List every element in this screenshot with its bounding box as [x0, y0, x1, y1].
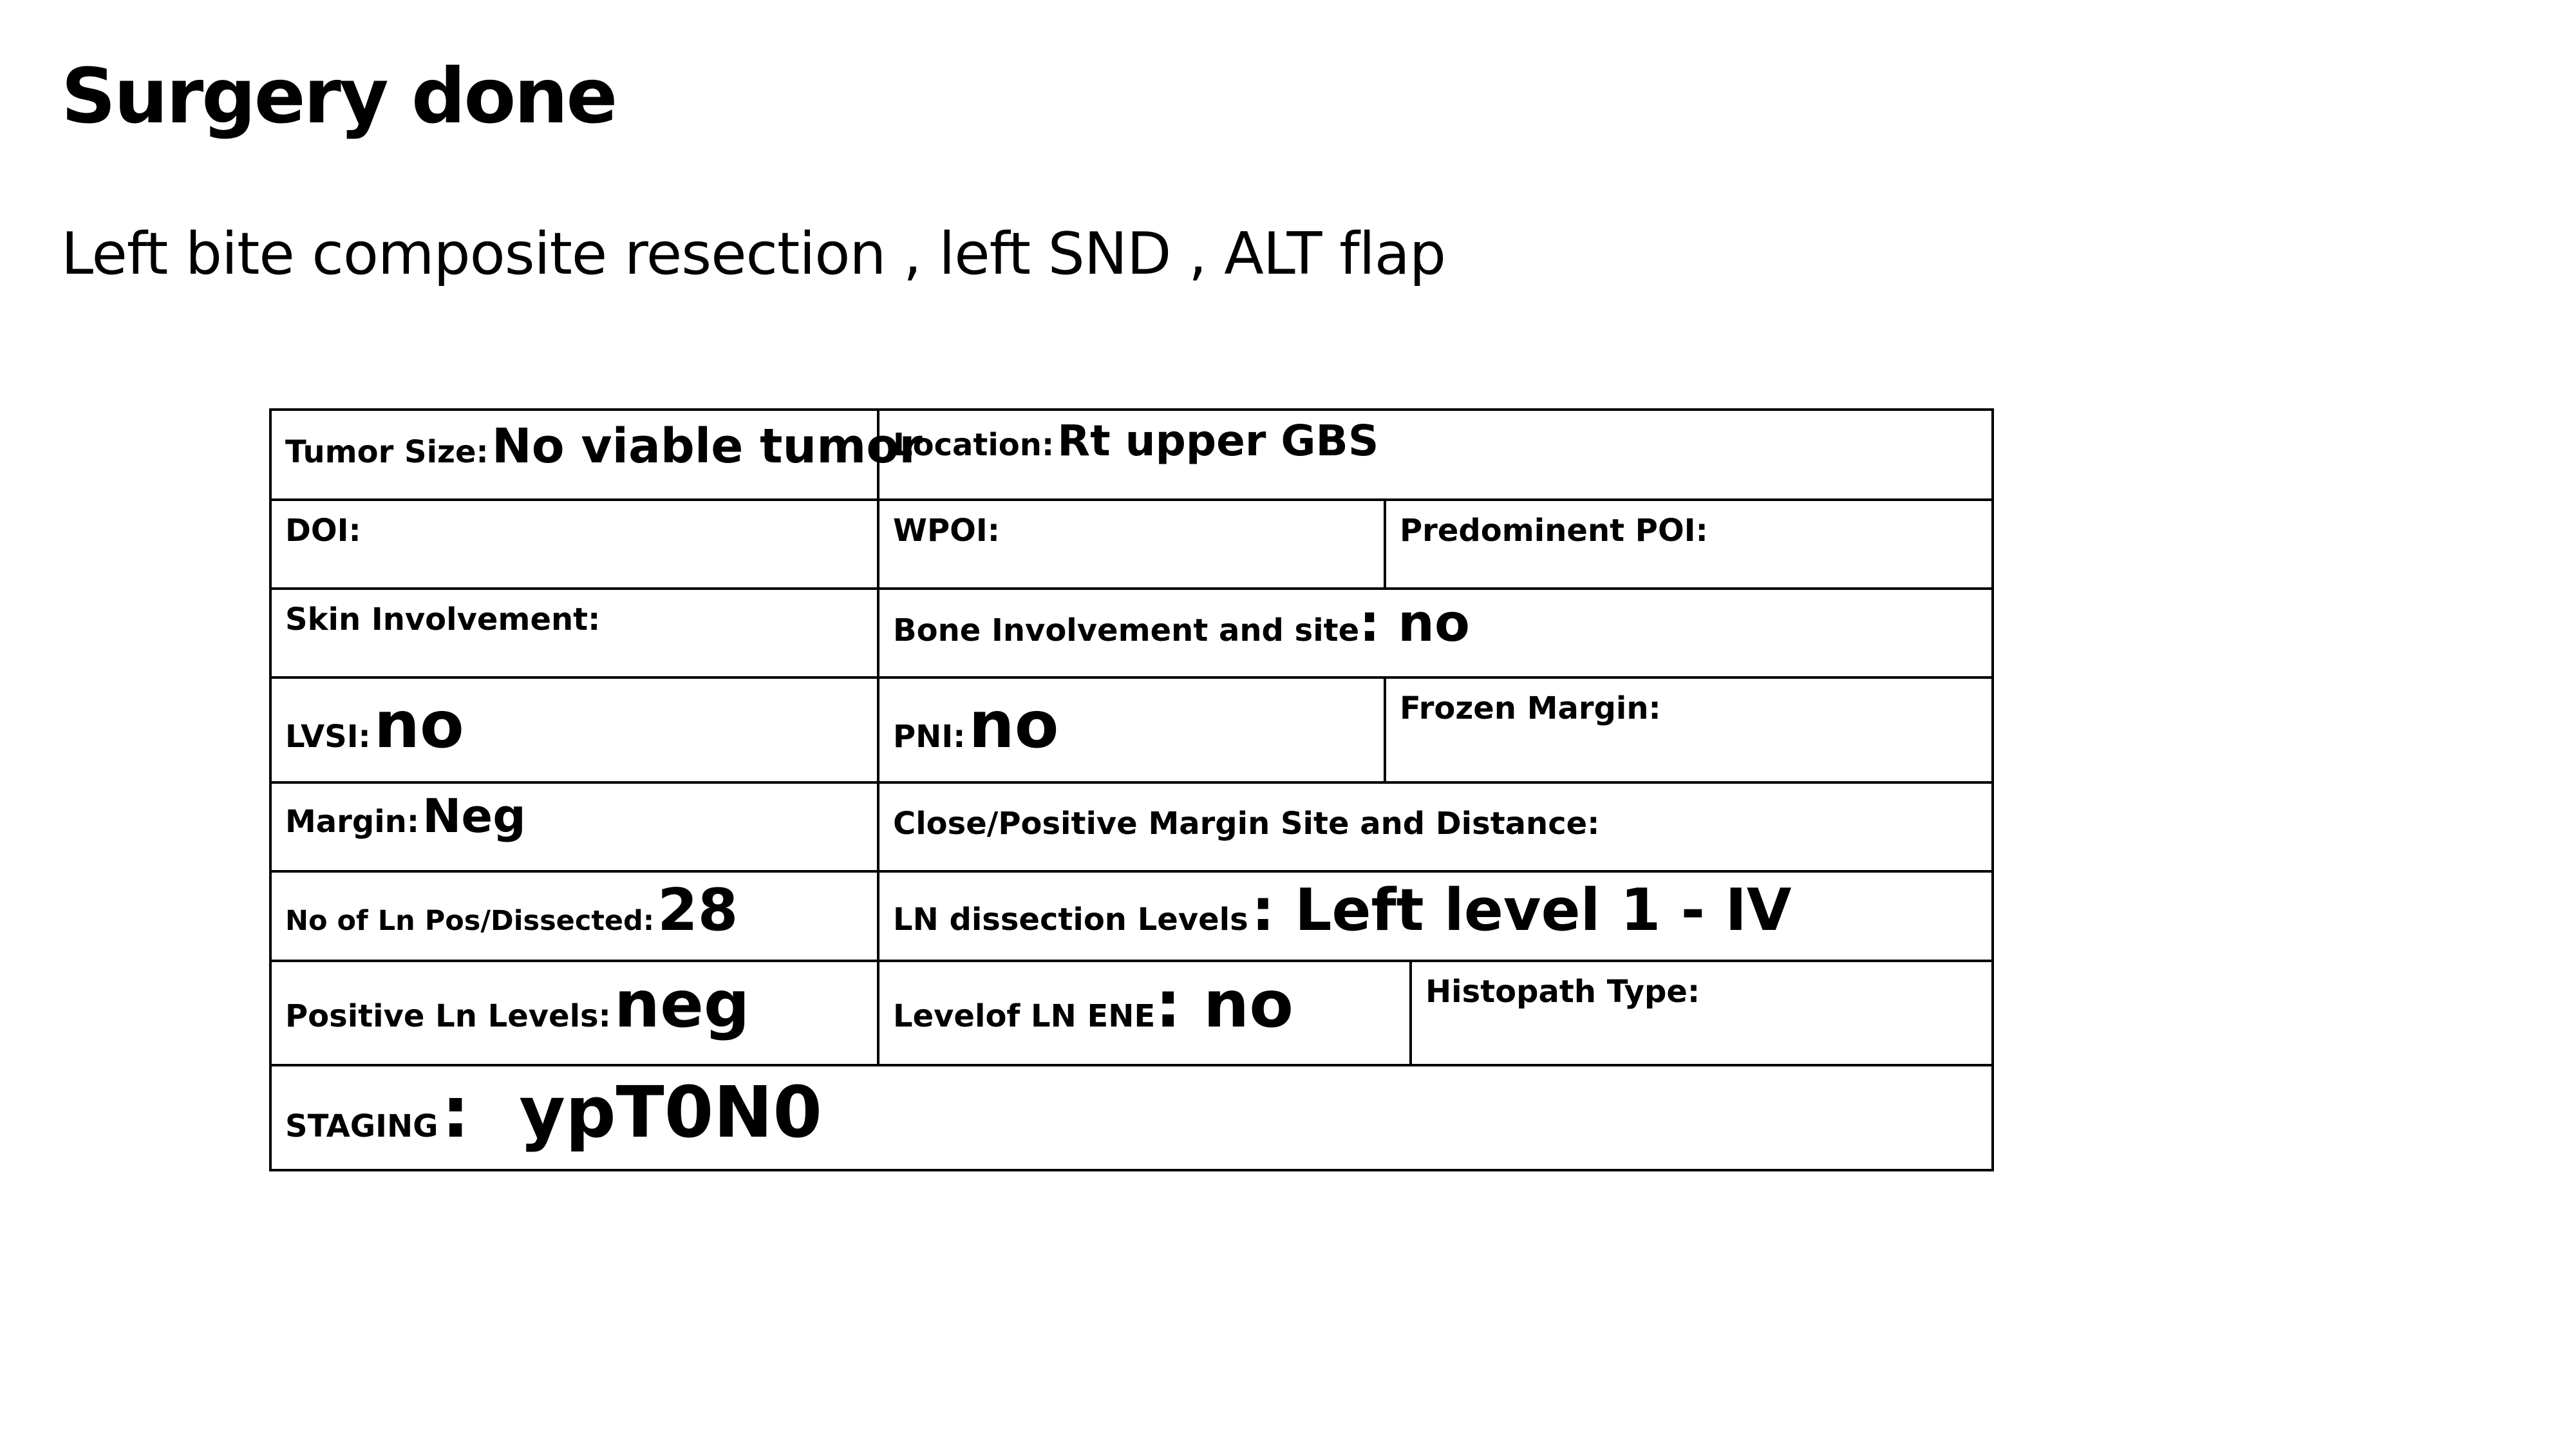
ln-dissection-levels-cell — [879, 873, 1994, 960]
level-ln-ene-cell — [879, 962, 1409, 1064]
tumor-size-cell — [272, 411, 923, 498]
predominent-poi-cell — [1386, 501, 1994, 587]
margin-cell — [272, 784, 877, 870]
ln-pos-dissected-cell — [272, 873, 877, 960]
staging-label: STAGING — [285, 1108, 438, 1144]
wpoi-label: WPOI: — [893, 513, 1000, 549]
wpoi-cell — [879, 501, 1384, 587]
ln-pos-dissected-label: No of Ln Pos/Dissected: — [285, 905, 655, 937]
surgery-description: Left bite composite resection , left SND , ALT flap — [61, 220, 1446, 288]
location-value: Rt upper GBS — [1057, 416, 1379, 466]
level-ln-ene-label: Levelof LN ENE — [893, 998, 1156, 1034]
lvsi-value: no — [373, 687, 464, 762]
positive-ln-levels-cell — [272, 962, 877, 1064]
pathology-form — [269, 408, 1994, 1171]
tumor-size-label: Tumor Size: — [285, 434, 489, 470]
doi-label: DOI: — [285, 513, 361, 549]
lvsi-cell — [272, 679, 877, 781]
positive-ln-levels-value: neg — [614, 967, 750, 1042]
frozen-margin-label: Frozen Margin: — [1400, 690, 1661, 726]
ln-dissection-levels-value: : Left level 1 - IV — [1251, 876, 1792, 944]
level-ln-ene-value: : no — [1155, 967, 1293, 1042]
predominent-poi-label: Predominent POI: — [1400, 513, 1708, 549]
staging-cell — [272, 1066, 1991, 1169]
bone-involvement-cell — [879, 590, 1994, 676]
bone-involvement-label: Bone Involvement and site — [893, 612, 1360, 649]
pni-value: no — [968, 687, 1059, 762]
doi-cell — [272, 501, 877, 587]
positive-ln-levels-label: Positive Ln Levels: — [285, 998, 611, 1034]
ln-dissection-levels-label: LN dissection Levels — [893, 902, 1248, 938]
location-cell — [879, 411, 1994, 498]
pni-cell — [879, 679, 1384, 781]
margin-value: Neg — [422, 789, 526, 843]
margin-label: Margin: — [285, 804, 420, 840]
skin-involvement-label: Skin Involvement: — [285, 601, 601, 638]
histopath-type-cell — [1412, 962, 1994, 1064]
staging-value: : ypT0N0 — [441, 1071, 822, 1153]
page-title: Surgery done — [61, 52, 616, 140]
close-positive-margin-cell — [879, 784, 1994, 870]
location-label: Location: — [893, 427, 1055, 463]
tumor-size-value: No viable tumor — [491, 419, 923, 474]
skin-involvement-cell — [272, 590, 877, 676]
frozen-margin-cell — [1386, 679, 1994, 781]
close-positive-margin-label: Close/Positive Margin Site and Distance: — [893, 806, 1600, 842]
lvsi-label: LVSI: — [285, 719, 371, 755]
bone-involvement-value: : no — [1359, 593, 1470, 653]
pni-label: PNI: — [893, 719, 966, 755]
ln-pos-dissected-value: 28 — [657, 876, 738, 944]
histopath-type-label: Histopath Type: — [1425, 974, 1700, 1010]
